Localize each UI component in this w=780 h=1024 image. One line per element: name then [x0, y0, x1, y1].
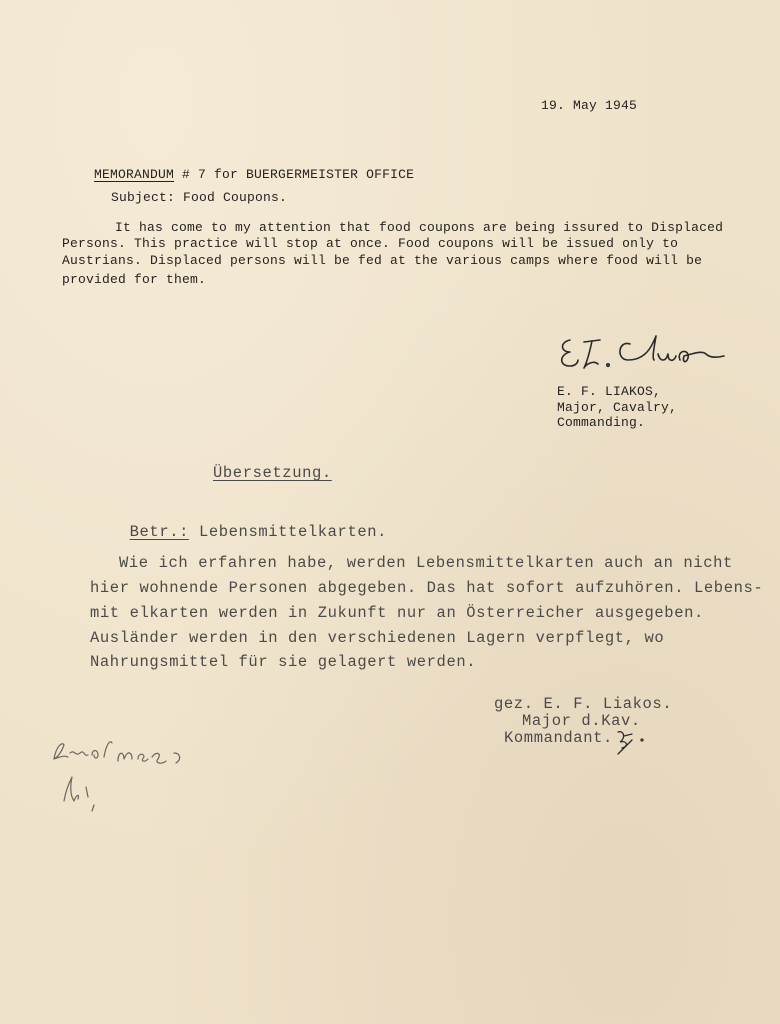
translation-heading: Übersetzung.: [213, 464, 332, 482]
signature-name: E. F. LIAKOS,: [557, 384, 662, 399]
memo-subject: Subject: Food Coupons.: [111, 190, 288, 205]
translation-body-line: Nahrungsmittel für sie gelagert werden.: [90, 653, 477, 671]
memo-title-prefix: MEMORANDUM: [94, 167, 175, 182]
translation-body-line: hier wohnende Personen abgegeben. Das hat sofort aufzuhören. Lebens-: [90, 579, 764, 597]
translation-subject: [90, 505, 387, 559]
signature-role: Commanding.: [557, 415, 646, 430]
signature-rank: Major, Cavalry,: [557, 400, 678, 415]
translation-subject-label: Betr.:: [129, 523, 190, 541]
translation-body-line: Wie ich erfahren habe, werden Lebensmittelkarten auch an nicht: [119, 554, 733, 572]
memo-body-line: provided for them.: [62, 272, 207, 287]
translation-rank: Major d.Kav.: [522, 712, 641, 730]
handwritten-initials: [614, 728, 646, 756]
translation-body-line: mit elkarten werden in Zukunft nur an Österreicher ausgegeben.: [90, 604, 704, 622]
translation-body-line: Ausländer werden in den verschiedenen Lagern verpflegt, wo: [90, 629, 665, 647]
memo-body-line: It has come to my attention that food coupons are being issured to Displaced: [115, 220, 724, 235]
memo-title-rest: # 7 for BUERGERMEISTER OFFICE: [182, 167, 415, 182]
handwritten-pencil-note: [48, 735, 198, 815]
memo-date: 19. May 1945: [541, 98, 638, 113]
translation-subject-value: Lebensmittelkarten.: [198, 523, 388, 541]
memo-body-line: Persons. This practice will stop at once. Food coupons will be issued only to: [62, 236, 679, 251]
translation-role: Kommandant.: [504, 729, 613, 747]
memo-body-line: Austrians. Displaced persons will be fed at the various camps where food will be: [62, 253, 703, 268]
handwritten-signature: [556, 330, 726, 375]
translation-signed: gez. E. F. Liakos.: [494, 695, 673, 713]
